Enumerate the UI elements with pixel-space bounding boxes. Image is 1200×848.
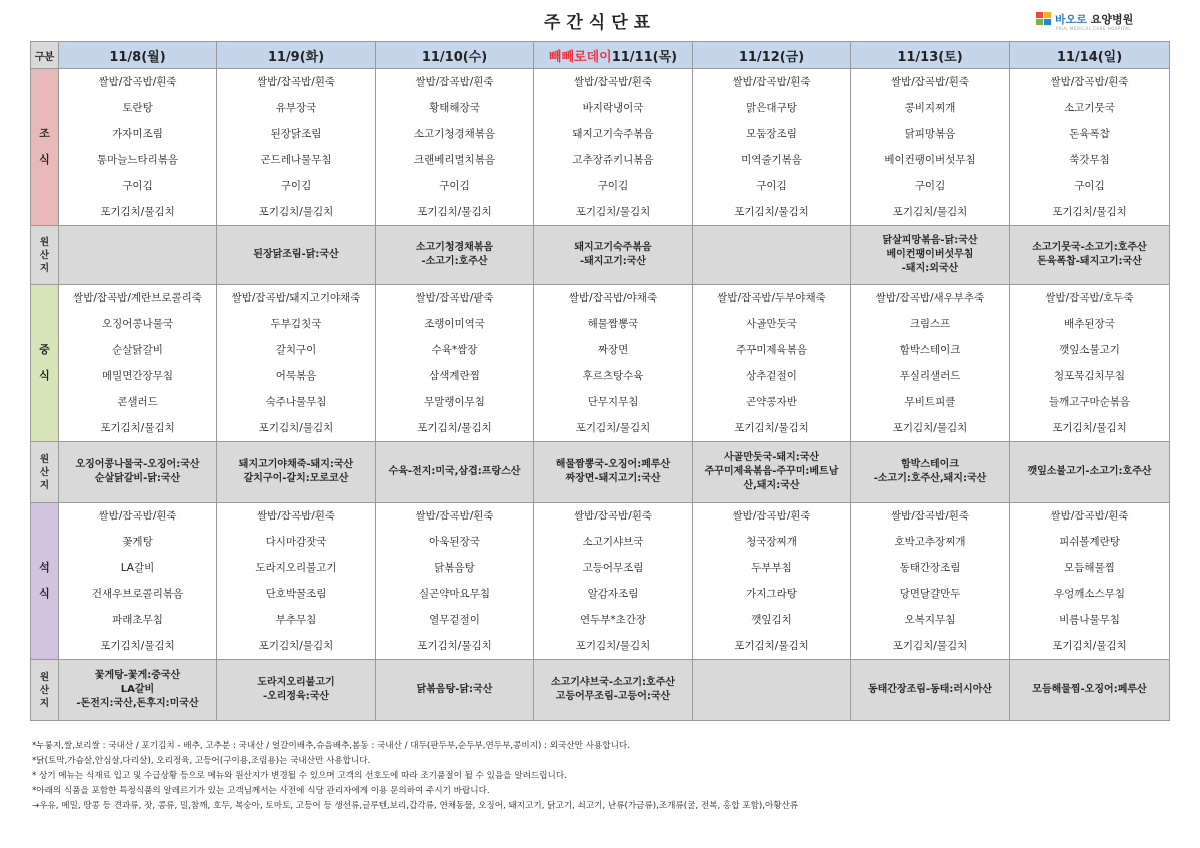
menu-item: 쌀밥/잡곡밥/호두죽 (1045, 292, 1134, 304)
origin-cell (693, 660, 851, 721)
origin-label (31, 226, 59, 285)
menu-item: 숙주나물무침 (265, 396, 327, 408)
menu-item: 쌀밥/잡곡밥/흰죽 (415, 76, 494, 88)
meal-label-char: 석 (39, 561, 50, 574)
day-label: 11/10(수) (421, 49, 488, 65)
origin-line: -소고기:호주산 (421, 256, 488, 267)
origin-label-char: 원 (39, 453, 50, 465)
notes (32, 739, 1182, 814)
origin-label-char: 지 (39, 479, 50, 491)
menu-item: 쌀밥/잡곡밥/흰죽 (1050, 76, 1129, 88)
origin-line: 꽃게탕-꽃게:중국산 (94, 670, 181, 681)
menu-item: 구이김 (914, 180, 946, 192)
menu-item: 동태간장조림 (899, 562, 961, 574)
menu-item: 비름나물무침 (1059, 614, 1120, 626)
origin-line: 수육-전지:미국,삼겹:프랑스산 (388, 466, 521, 477)
menu-item: 파래초무침 (112, 614, 163, 626)
menu-item: 포기김치/물김치 (892, 206, 968, 218)
menu-item: 포기김치/물김치 (417, 206, 492, 218)
menu-item: 당면달걀만두 (899, 588, 961, 600)
corner-header: 구분 (31, 42, 59, 69)
menu-item: 오복지무침 (904, 614, 956, 626)
meal-label-char: 식 (39, 587, 50, 600)
breakfast-day-cell (693, 69, 851, 226)
origin-line: 함박스테이크 (901, 459, 959, 470)
breakfast-day-cell (59, 69, 217, 226)
menu-item: 쌀밥/잡곡밥/흰죽 (415, 510, 494, 522)
menu-item: 포기김치/물김치 (575, 206, 651, 218)
origin-line: 소고기샤브국-소고기:호주산 (550, 677, 676, 688)
menu-item: 쌀밥/잡곡밥/계란브로콜리죽 (73, 292, 202, 304)
dinner-day-cell (534, 503, 693, 660)
origin-cell (59, 226, 217, 285)
menu-item: 다시마감잣국 (265, 536, 327, 548)
menu-item: 단호박꿀조림 (265, 588, 327, 600)
menu-item: 호박고추장찌개 (894, 536, 966, 548)
breakfast-row (31, 69, 1170, 226)
origin-line: -돈전지:국산,돈후지:미국산 (76, 698, 199, 709)
menu-item: 포기김치/물김치 (575, 640, 651, 652)
day-header (1010, 42, 1170, 69)
logo-name (1055, 11, 1133, 27)
menu-item: 구이김 (597, 180, 629, 192)
dinner-label (31, 503, 59, 660)
menu-item: 구이김 (280, 180, 312, 192)
dinner-day-cell (376, 503, 534, 660)
menu-item: 크랜베리멸치볶음 (413, 154, 496, 166)
menu-item: 구이김 (756, 180, 787, 192)
menu-item: 미역줄기볶음 (741, 154, 802, 166)
meal-label-char: 식 (39, 369, 50, 382)
note-line: *닭(토막,가슴살,안심살,다리살), 오리정육, 고등어(구이용,조림용)는 국내산만 사용합니다. (32, 756, 371, 766)
menu-item: 상추겉절이 (746, 370, 797, 382)
origin-label-char: 산 (39, 466, 50, 478)
origin-label-char: 지 (39, 697, 50, 709)
breakfast-day-cell (217, 69, 376, 226)
lunch-day-cell (376, 285, 534, 442)
origin-line: 산,돼지:국산 (743, 480, 800, 491)
menu-item: 건새우브로콜리볶음 (91, 588, 184, 600)
menu-item: 메밀면간장무침 (101, 370, 173, 382)
origin-line: 동태간장조림-동태:러시아산 (867, 684, 993, 695)
menu-item: 모둠장조림 (746, 128, 797, 140)
breakfast-label (31, 69, 59, 226)
menu-item: 포기김치/물김치 (100, 206, 175, 218)
lunch-day-cell (851, 285, 1010, 442)
menu-item: 곤드레나물무침 (260, 154, 332, 166)
menu-item: 순살닭갈비 (112, 344, 163, 356)
origin-cell (217, 660, 376, 721)
menu-item: 포기김치/물김치 (100, 422, 175, 434)
menu-item: 포기김치/물김치 (100, 640, 175, 652)
menu-item: 포기김치/물김치 (892, 640, 968, 652)
menu-item: 연두부*초간장 (579, 614, 647, 626)
breakfast-day-cell (851, 69, 1010, 226)
menu-item: 조랭이미역국 (424, 318, 485, 330)
menu-item: 구이김 (439, 180, 470, 192)
menu-item: 깻잎소불고기 (1059, 344, 1120, 356)
origin-line: -돼지:외국산 (901, 263, 959, 274)
menu-item: 쌀밥/잡곡밥/야채죽 (568, 292, 658, 304)
meal-label-char: 식 (39, 153, 50, 166)
day-header (59, 42, 217, 69)
menu-item: 곤약콩자반 (746, 396, 797, 408)
origin-line: LA갈비 (120, 684, 155, 695)
origin-cell (217, 226, 376, 285)
origin-label (31, 442, 59, 503)
origin-line: 돼지고기숙주볶음 (574, 242, 652, 253)
menu-item: 짜장면 (597, 344, 629, 356)
menu-item: 후르츠탕수육 (582, 370, 644, 382)
origin-label-char: 산 (39, 684, 50, 696)
menu-item: 가지그라탕 (746, 588, 797, 600)
menu-item: 포기김치/물김치 (734, 206, 809, 218)
origin-line: -오리정육:국산 (262, 691, 330, 702)
menu-item: 수육*쌈장 (431, 344, 478, 356)
origin-cell (376, 226, 534, 285)
day-label: 11/14(일) (1056, 49, 1123, 65)
logo-subtitle: PAUL MEDICAL CARE HOSPITAL (1056, 26, 1132, 31)
menu-item: 콘샐러드 (117, 396, 158, 408)
menu-item: 쌀밥/잡곡밥/흰죽 (732, 510, 811, 522)
menu-item: 아욱된장국 (429, 536, 480, 548)
menu-item: 단무지무침 (587, 396, 639, 408)
page-title: 주간식단표 (543, 13, 657, 33)
menu-item: 쑥갓무침 (1069, 154, 1110, 166)
dinner-origin-row (31, 660, 1170, 721)
menu-item: 된장닭조림 (270, 128, 322, 140)
origin-line: 모듬해물찜-오징어:페루산 (1032, 684, 1147, 695)
day-header (217, 42, 376, 69)
menu-item: 닭볶음탕 (434, 562, 475, 574)
menu-item: 황태해장국 (429, 102, 480, 114)
origin-label-char: 원 (39, 671, 50, 683)
origin-line: 닭볶음탕-닭:국산 (416, 684, 493, 695)
origin-label-char: 산 (39, 249, 50, 261)
lunch-origin-row (31, 442, 1170, 503)
menu-item: 갈치구이 (275, 344, 317, 356)
day-label: 11/12(금) (738, 49, 805, 65)
menu-item: 쌀밥/잡곡밥/흰죽 (732, 76, 811, 88)
menu-item: 포기김치/물김치 (258, 206, 334, 218)
origin-line: 주꾸미제육볶음-주꾸미:베트남 (704, 466, 839, 477)
dinner-row (31, 503, 1170, 660)
origin-line: 고등어무조림-고등어:국산 (555, 691, 671, 702)
menu-item: 가자미조림 (112, 128, 163, 140)
day-label: 11/9(화) (267, 49, 325, 65)
menu-item: 쌀밥/잡곡밥/흰죽 (98, 76, 177, 88)
menu-item: 무비트피클 (904, 396, 956, 408)
origin-cell (693, 226, 851, 285)
origin-line: 사골만둣국-돼지:국산 (723, 452, 820, 463)
menu-item: 닭피망볶음 (904, 128, 956, 140)
menu-item: 주꾸미제육볶음 (735, 344, 807, 356)
menu-item: 쌀밥/잡곡밥/흰죽 (573, 76, 653, 88)
origin-line: 된장닭조림-닭:국산 (253, 249, 339, 260)
menu-item: 들깨고구마순볶음 (1048, 396, 1131, 408)
day-header (851, 42, 1010, 69)
menu-item: 포기김치/물김치 (734, 640, 809, 652)
menu-item: 두부부침 (751, 562, 792, 574)
origin-line: 갈치구이-갈치:모로코산 (243, 473, 349, 484)
origin-cell (1010, 660, 1170, 721)
lunch-row (31, 285, 1170, 442)
menu-item: 무말랭이무침 (424, 396, 485, 408)
header-row (31, 42, 1170, 69)
menu-item: 바지락냉이국 (582, 102, 644, 114)
menu-item: 실곤약마요무침 (418, 588, 490, 600)
menu-item: 쌀밥/잡곡밥/새우부추죽 (875, 292, 985, 304)
origin-cell (851, 660, 1010, 721)
origin-line: 소고기뭇국-소고기:호주산 (1032, 242, 1147, 253)
menu-item: 쌀밥/잡곡밥/흰죽 (890, 76, 970, 88)
breakfast-day-cell (1010, 69, 1170, 226)
menu-item: 쌀밥/잡곡밥/흰죽 (256, 76, 336, 88)
origin-line: 돼지고기야채죽-돼지:국산 (238, 459, 354, 470)
menu-item: 토란탕 (122, 102, 153, 114)
dinner-day-cell (217, 503, 376, 660)
origin-line: 짜장면-돼지고기:국산 (565, 473, 661, 484)
origin-line: -돼지고기:국산 (579, 256, 647, 267)
logo-name-suffix: 요양병원 (1086, 13, 1134, 26)
menu-item: 쌀밥/잡곡밥/흰죽 (573, 510, 653, 522)
origin-cell (1010, 442, 1170, 503)
menu-item: LA갈비 (120, 562, 155, 574)
menu-item: 쌀밥/잡곡밥/두부야채죽 (717, 292, 826, 304)
menu-item: 함박스테이크 (899, 344, 961, 356)
menu-item: 쌀밥/잡곡밥/돼지고기야채죽 (231, 292, 361, 304)
menu-item: 소고기뭇국 (1064, 102, 1115, 114)
day-label: 11/11(목) (611, 49, 678, 65)
menu-item: 크림스프 (909, 318, 951, 330)
note-line: →우유, 메밀, 땅콩 등 견과류, 잣, 콩류, 밀,참깨, 호두, 복숭아, 토마토, 고등어 등 생선류,글루텐,보리,갑각류, 연체동물, 오징어, 돼지고기, 닭고기, 쇠고기, 난류(가금류),조개류(굴, 전복, 홍합 포함),아황산류 (32, 801, 799, 811)
menu-item: 사골만둣국 (746, 318, 797, 330)
origin-label (31, 660, 59, 721)
breakfast-day-cell (376, 69, 534, 226)
lunch-day-cell (217, 285, 376, 442)
menu-item: 포기김치/물김치 (734, 422, 809, 434)
menu-item: 고등어무조림 (582, 562, 644, 574)
origin-line: 도라지오리불고기 (257, 677, 335, 688)
menu-item: 돈육폭찹 (1069, 128, 1110, 140)
day-header (534, 42, 693, 69)
menu-item: 포기김치/물김치 (258, 640, 334, 652)
origin-line: 소고기청경채볶음 (415, 242, 494, 253)
breakfast-origin-row (31, 226, 1170, 285)
origin-cell (851, 442, 1010, 503)
origin-cell (851, 226, 1010, 285)
dinner-day-cell (851, 503, 1010, 660)
menu-item: 푸실리샐러드 (899, 370, 961, 382)
menu-item: 피쉬볼계란탕 (1059, 536, 1120, 548)
menu-item: 포기김치/물김치 (575, 422, 651, 434)
menu-item: 포기김치/물김치 (417, 422, 492, 434)
menu-item: 도라지오리불고기 (255, 562, 337, 574)
menu-item: 소고기청경채볶음 (413, 128, 496, 140)
origin-label-char: 지 (39, 262, 50, 274)
lunch-day-cell (693, 285, 851, 442)
menu-item: 열무겉절이 (429, 614, 480, 626)
origin-cell (534, 226, 693, 285)
menu-item: 우엉깨소스무침 (1053, 588, 1125, 600)
dinner-day-cell (1010, 503, 1170, 660)
origin-line: 순살닭갈비-닭:국산 (94, 473, 181, 484)
menu-item: 쌀밥/잡곡밥/흰죽 (98, 510, 177, 522)
menu-item: 삼색계란찜 (429, 370, 480, 382)
day-header (693, 42, 851, 69)
origin-cell (534, 442, 693, 503)
origin-cell (376, 660, 534, 721)
menu-item: 어묵볶음 (275, 370, 317, 382)
menu-item: 맑은대구탕 (746, 102, 797, 114)
origin-cell (59, 442, 217, 503)
menu-item: 콩비지찌개 (904, 102, 956, 114)
weekly-menu-table (30, 41, 1170, 721)
day-header (376, 42, 534, 69)
menu-item: 유부장국 (275, 102, 317, 114)
note-line: *아래의 식품을 포함한 특정식품의 알레르기가 있는 고객님께서는 사전에 식당 관리자에게 이용 문의하여 주시기 바랍니다. (32, 786, 490, 796)
menu-item: 소고기샤브국 (582, 536, 644, 548)
origin-label-char: 원 (39, 236, 50, 248)
note-line: *누룽지,쌀,보리쌀 : 국내산 / 포기김치 - 배추, 고추분 : 국내산 / 얼갈이배추,슈음배추,봄동 : 국내산 / 대두(판두부,순두부,연두부,콩비지) : 외국산만 사용합니다. (32, 741, 630, 751)
menu-item: 쌀밥/잡곡밥/팥죽 (415, 292, 494, 304)
menu-item: 구이김 (1074, 180, 1105, 192)
menu-item: 포기김치/물김치 (1052, 206, 1127, 218)
origin-line: -소고기:호주산,돼지:국산 (873, 473, 987, 484)
origin-cell (534, 660, 693, 721)
menu-item: 포기김치/물김치 (258, 422, 334, 434)
breakfast-day-cell (534, 69, 693, 226)
menu-item: 알감자조림 (587, 588, 639, 600)
dinner-day-cell (59, 503, 217, 660)
day-label: 11/8(월) (109, 49, 166, 65)
lunch-day-cell (1010, 285, 1170, 442)
origin-line: 깻잎소불고기-소고기:호주산 (1027, 466, 1152, 477)
origin-line: 오징어콩나물국-오징어:국산 (75, 459, 200, 470)
menu-item: 두부김칫국 (270, 318, 322, 330)
menu-item: 쌀밥/잡곡밥/흰죽 (256, 510, 336, 522)
meal-label-char: 조 (39, 127, 50, 140)
menu-item: 포기김치/물김치 (892, 422, 968, 434)
menu-item: 통마늘느타리볶음 (96, 154, 179, 166)
menu-item: 포기김치/물김치 (1052, 422, 1127, 434)
meal-label-char: 중 (39, 343, 50, 356)
menu-item: 해물짬뽕국 (587, 318, 639, 330)
origin-cell (217, 442, 376, 503)
menu-item: 청국장찌개 (746, 536, 797, 548)
origin-cell (59, 660, 217, 721)
origin-line: 베이컨팽이버섯무침 (886, 249, 974, 260)
logo-name-brand: 바오로 (1055, 13, 1087, 26)
menu-item: 베이컨팽이버섯무침 (884, 154, 976, 166)
menu-item: 쌀밥/잡곡밥/흰죽 (890, 510, 970, 522)
menu-item: 꽃게탕 (122, 536, 153, 548)
menu-item: 오징어콩나물국 (101, 318, 173, 330)
menu-item: 고추장쥬키니볶음 (572, 154, 654, 166)
lunch-label (31, 285, 59, 442)
menu-item: 깻잎김치 (751, 614, 792, 626)
menu-item: 모듬해물찜 (1064, 562, 1115, 574)
menu-item: 쌀밥/잡곡밥/흰죽 (1050, 510, 1129, 522)
menu-item: 포기김치/물김치 (1052, 640, 1127, 652)
dinner-day-cell (693, 503, 851, 660)
menu-item: 포기김치/물김치 (417, 640, 492, 652)
menu-item: 부추무침 (275, 614, 317, 626)
logo-mark-icon (1036, 12, 1052, 26)
menu-item: 돼지고기숙주볶음 (572, 128, 654, 140)
menu-item: 구이김 (122, 180, 153, 192)
origin-cell (1010, 226, 1170, 285)
origin-line: 돈육폭찹-돼지고기:국산 (1037, 256, 1142, 267)
origin-cell (376, 442, 534, 503)
menu-item: 청포묵김치무침 (1053, 370, 1125, 382)
origin-line: 해물짬뽕국-오징어:페루산 (555, 459, 671, 470)
day-label: 11/13(토) (897, 49, 963, 65)
lunch-day-cell (59, 285, 217, 442)
lunch-day-cell (534, 285, 693, 442)
note-line: * 상기 메뉴는 식재료 입고 및 수급상황 등으로 메뉴와 원산지가 변경될 수 있으며 고객의 선호도에 따라 조기품절이 될 수 있음을 알려드립니다. (32, 771, 567, 781)
special-day-label: 빼빼로데이 (548, 49, 612, 65)
origin-line: 닭살피망볶음-닭:국산 (882, 235, 978, 246)
menu-item: 배추된장국 (1064, 318, 1115, 330)
origin-cell (693, 442, 851, 503)
